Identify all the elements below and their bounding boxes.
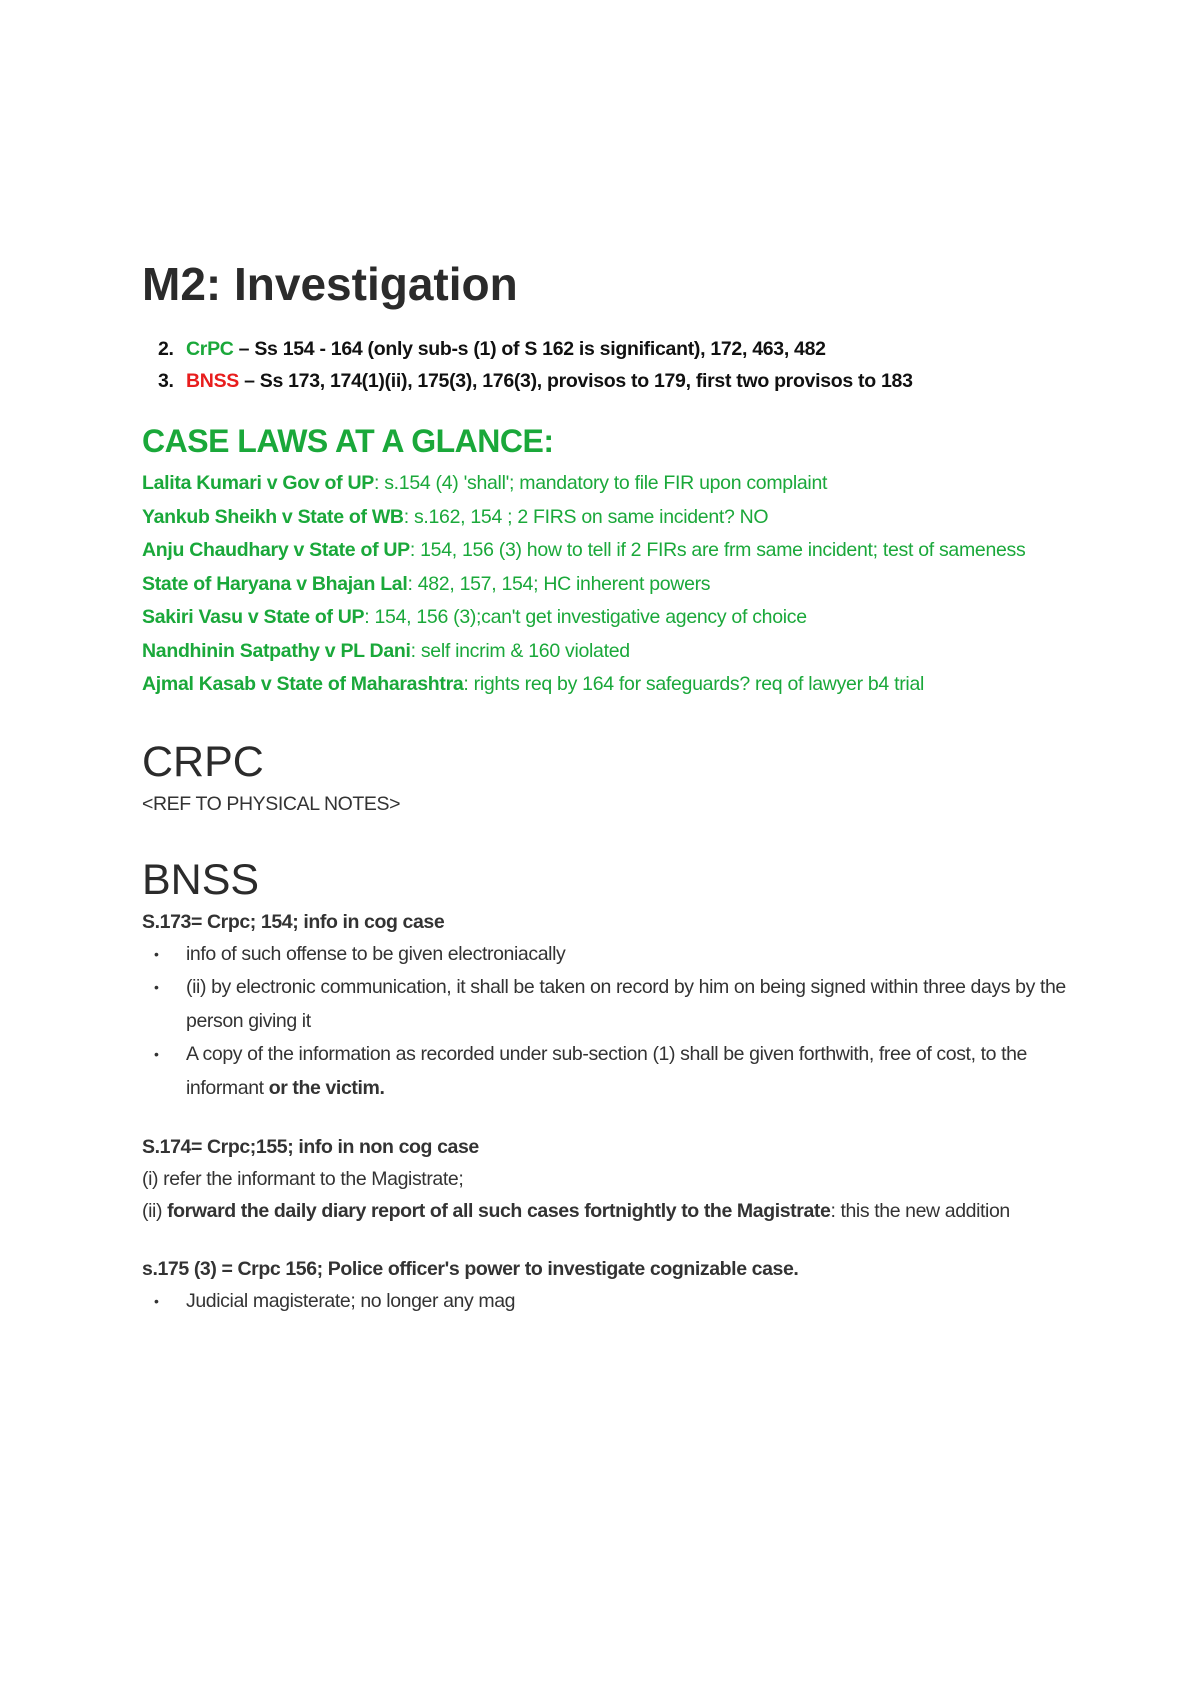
list-item: [158, 333, 1082, 365]
case-laws-heading: CASE LAWS AT A GLANCE:: [142, 423, 554, 459]
list-item: [158, 365, 1082, 397]
statute-label: BNSS: [186, 370, 239, 392]
case-laws-list: [142, 467, 1082, 702]
clause-rest: : this the new addition: [830, 1200, 1010, 1222]
page-title: M2: Investigation: [142, 258, 518, 310]
document-page: [142, 255, 1082, 1319]
case-note: : 482, 157, 154; HC inherent powers: [407, 572, 711, 595]
case-note: : 154, 156 (3);can't get investigative agency of choice: [364, 606, 807, 628]
case-name: Lalita Kumari v Gov of UP: [142, 472, 374, 494]
list-item: [154, 938, 1082, 972]
case-note: : s.154 (4) 'shall'; mandatory to file FIR upon complaint: [373, 472, 828, 494]
bullet-icon: •: [154, 1293, 159, 1309]
case-name: Anju Chaudhary v State of UP: [142, 539, 410, 561]
bullet-text: (ii) by electronic communication, it shall be taken on record by him on being signed within three days by the person giving it: [186, 976, 1066, 1032]
clause-bold-text: forward the daily diary report of all such cases fortnightly to the Magistrate: [167, 1200, 831, 1222]
case-item: [142, 601, 1082, 635]
case-item: [142, 501, 1082, 535]
case-item: [142, 668, 1082, 702]
crpc-heading: CRPC: [142, 737, 264, 786]
statute-reference-list: [142, 333, 1082, 397]
clause-prefix: (ii): [142, 1200, 168, 1222]
case-note: : rights req by 164 for safeguards? req of lawyer b4 trial: [463, 673, 925, 695]
case-item: [142, 568, 1082, 602]
section-heading: S.174= Crpc;155; info in non cog case: [142, 1136, 479, 1158]
case-name: Yankub Sheikh v State of WB: [142, 505, 404, 528]
bullet-icon: •: [154, 979, 159, 995]
case-name: Ajmal Kasab v State of Maharashtra: [142, 673, 464, 695]
statute-text: – Ss 154 - 164 (only sub-s (1) of S 162 is significant), 172, 463, 482: [233, 338, 826, 360]
section-heading: s.175 (3) = Crpc 156; Police officer's power to investigate cognizable case.: [142, 1258, 799, 1280]
list-item: [154, 1038, 1082, 1105]
case-item: [142, 467, 1082, 501]
statute-label: CrPC: [186, 338, 234, 360]
case-note: : self incrim & 160 violated: [410, 639, 630, 662]
spacer: [142, 1105, 1082, 1131]
bullet-icon: •: [154, 945, 159, 962]
bnss-heading: BNSS: [142, 855, 260, 904]
list-number: 3.: [158, 370, 174, 392]
section-175: [142, 1253, 1082, 1319]
statute-text: – Ss 173, 174(1)(ii), 175(3), 176(3), provisos to 179, first two provisos to 183: [238, 370, 913, 392]
bullet-list: [142, 938, 1082, 1106]
case-name: State of Haryana v Bhajan Lal: [142, 572, 408, 595]
crpc-note: <REF TO PHYSICAL NOTES>: [142, 792, 401, 815]
case-item: [142, 534, 1082, 568]
section-174: [142, 1131, 1082, 1227]
bullet-text: Judicial magisterate; no longer any mag: [186, 1290, 516, 1312]
bullet-icon: •: [154, 1046, 159, 1062]
bullet-list: [142, 1285, 1082, 1319]
section-173: [142, 906, 1082, 1106]
bullet-text: info of such offense to be given electroniacally: [186, 942, 566, 965]
case-name: Sakiri Vasu v State of UP: [142, 606, 365, 628]
section-heading: S.173= Crpc; 154; info in cog case: [142, 910, 445, 933]
case-note: : 154, 156 (3) how to tell if 2 FIRs are frm same incident; test of sameness: [409, 539, 1026, 561]
list-number: 2.: [158, 338, 174, 360]
paragraph: (i) refer the informant to the Magistrate;: [142, 1168, 464, 1190]
case-note: : s.162, 154 ; 2 FIRS on same incident? NO: [403, 505, 769, 528]
case-item: [142, 635, 1082, 669]
list-item: [154, 971, 1082, 1038]
bullet-text: A copy of the information as recorded under sub-section (1) shall be given forthwith, free of cost, to the informant: [186, 1043, 1027, 1099]
spacer: [142, 1227, 1082, 1253]
list-item: [154, 1285, 1082, 1319]
bullet-bold-text: or the victim.: [268, 1076, 385, 1099]
case-name: Nandhinin Satpathy v PL Dani: [142, 639, 411, 662]
paragraph: [142, 1195, 1082, 1227]
